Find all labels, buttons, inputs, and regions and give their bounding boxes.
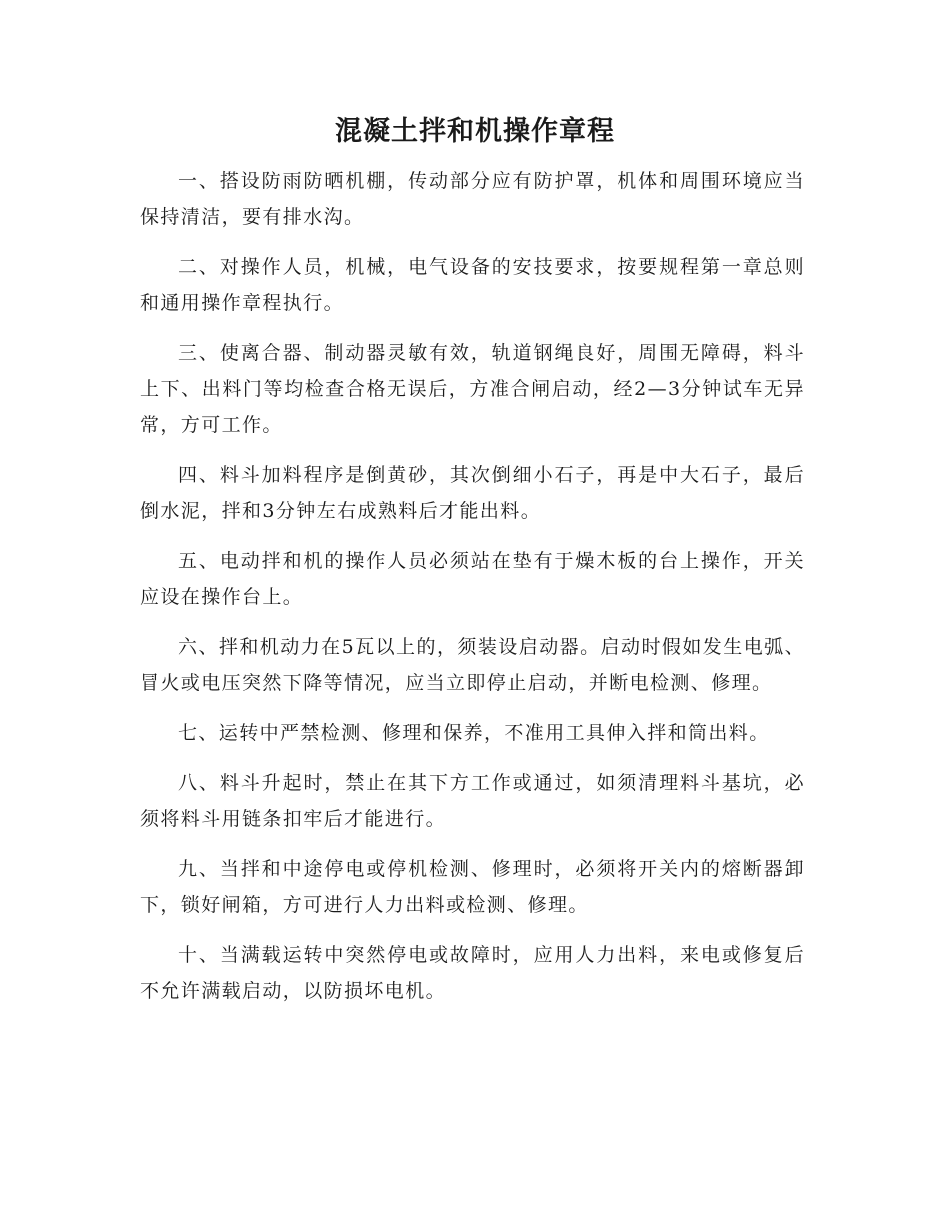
paragraph-10: 十、当满载运转中突然停电或故障时，应用人力出料，来电或修复后不允许满载启动，以防损坏电机。 (140, 944, 805, 1002)
paragraph-2: 二、对操作人员，机械，电气设备的安技要求，按要规程第一章总则和通用操作章程执行。 (140, 256, 805, 314)
page-title: 混凝土拌和机操作章程 (335, 116, 615, 147)
paragraph-1: 一、搭设防雨防晒机棚，传动部分应有防护罩，机体和周围环境应当保持清洁，要有排水沟。 (140, 170, 805, 228)
paragraph-4: 四、料斗加料程序是倒黄砂，其次倒细小石子，再是中大石子，最后倒水泥，拌和3分钟左右成熟料后才能出料。 (140, 464, 805, 522)
paragraph-8: 八、料斗升起时，禁止在其下方工作或通过，如须清理料斗基坑，必须将料斗用链条扣牢后才能进行。 (140, 772, 805, 830)
paragraph-9: 九、当拌和中途停电或停机检测、修理时，必须将开关内的熔断器卸下，锁好闸箱，方可进行人力出料或检测、修理。 (140, 858, 805, 916)
paragraph-7: 七、运转中严禁检测、修理和保养，不准用工具伸入拌和筒出料。 (178, 722, 770, 744)
document-body (140, 163, 805, 1023)
paragraph-3: 三、使离合器、制动器灵敏有效，轨道钢绳良好，周围无障碍，料斗上下、出料门等均检查合格无误后，方准合闸启动，经2—3分钟试车无异常，方可工作。 (140, 342, 805, 436)
paragraph-5: 五、电动拌和机的操作人员必须站在垫有于燥木板的台上操作，开关应设在操作台上。 (140, 550, 805, 608)
paragraph-6: 六、拌和机动力在5瓦以上的，须装设启动器。启动时假如发生电弧、冒火或电压突然下降等情况，应当立即停止启动，并断电检测、修理。 (140, 636, 805, 694)
